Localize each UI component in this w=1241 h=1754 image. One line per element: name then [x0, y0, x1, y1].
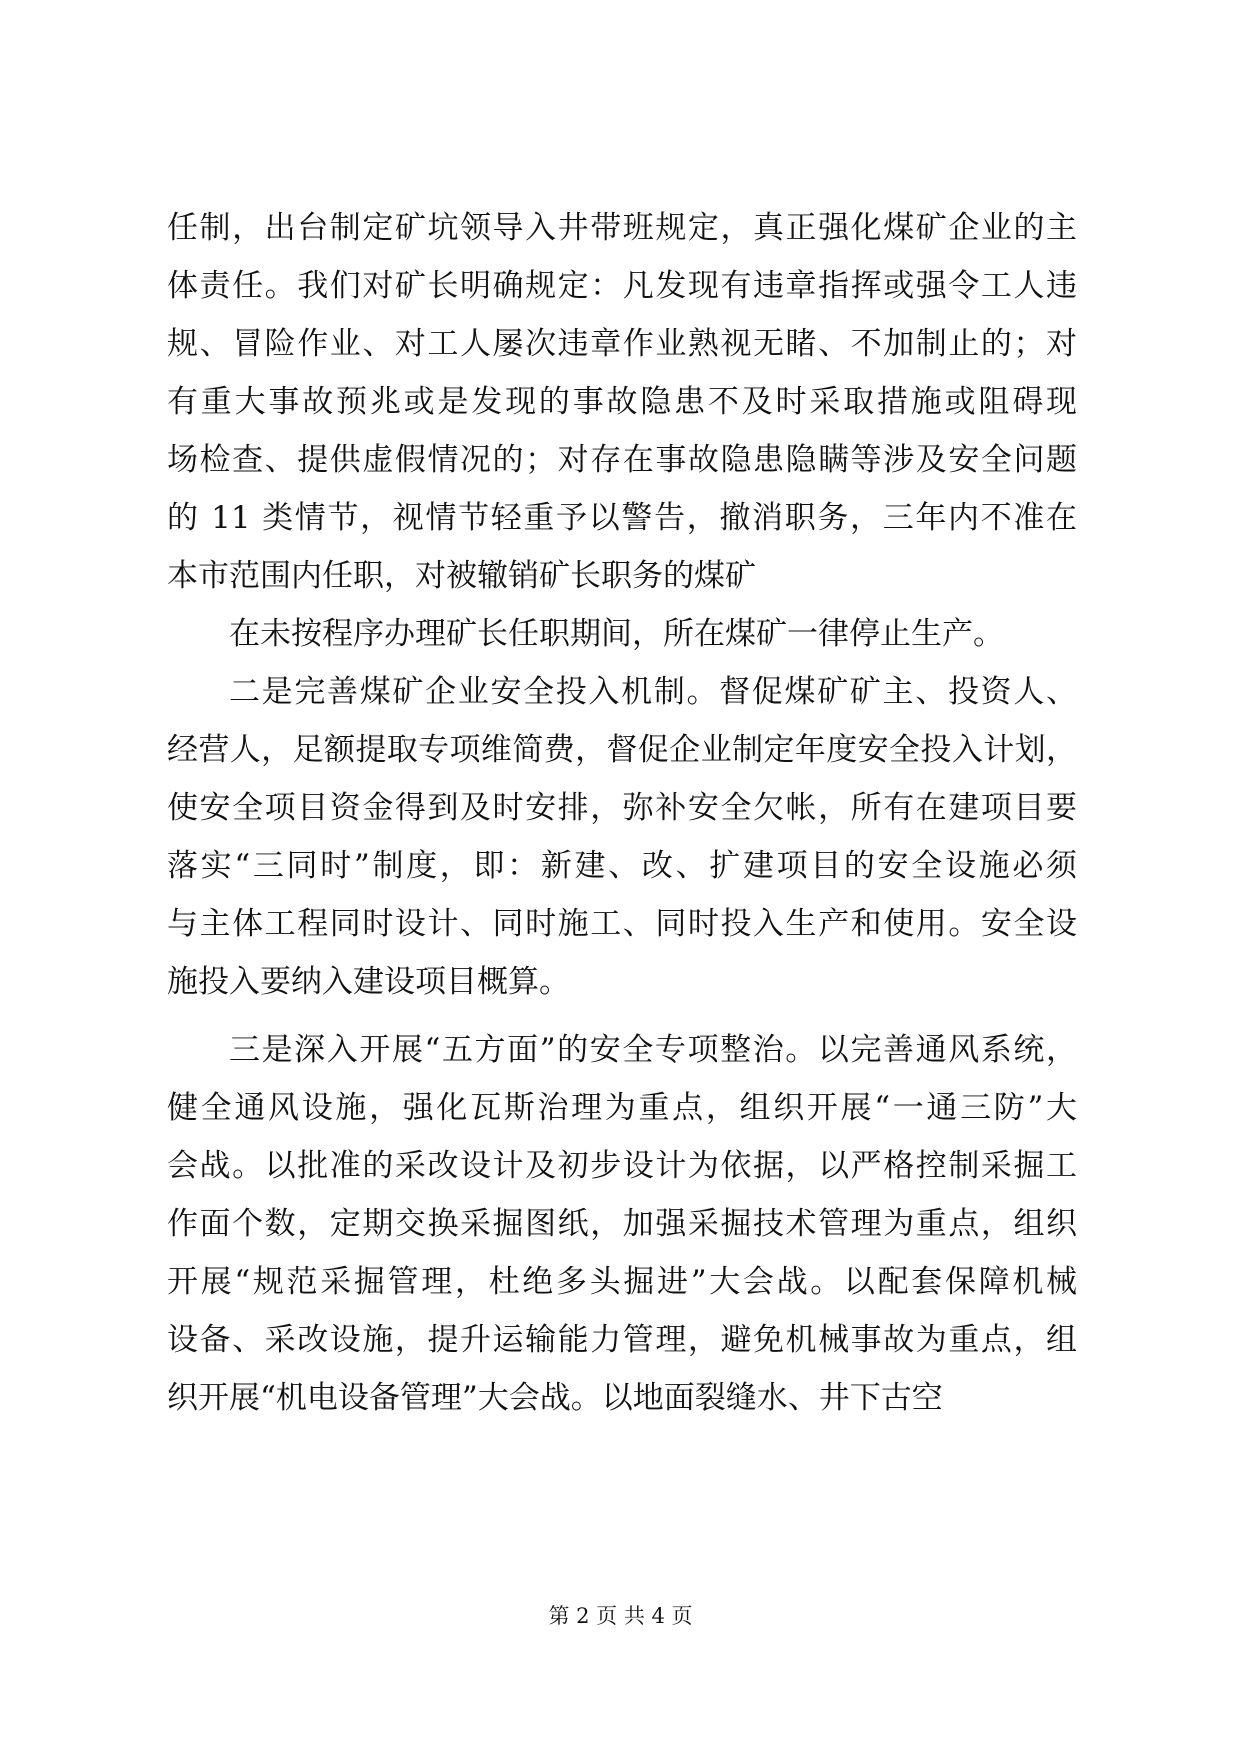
body-line: 施投入要纳入建设项目概算。	[167, 964, 570, 1000]
body-line: 的 11 类情节，视情节轻重予以警告，撤消职务，三年内不准在	[167, 500, 1077, 536]
body-line: 开展“规范采掘管理，杜绝多头掘进”大会战。以配套保障机械	[167, 1264, 1077, 1300]
paragraph-line: 在未按程序办理矿长任职期间，所在煤矿一律停止生产。	[229, 616, 1004, 652]
body-line: 规、冒险作业、对工人屡次违章作业熟视无睹、不加制止的；对	[167, 326, 1077, 362]
paragraph-first-line: 三是深入开展“五方面”的安全专项整治。以完善通风系统，	[229, 1032, 1077, 1068]
body-line: 织开展“机电设备管理”大会战。以地面裂缝水、井下古空	[167, 1380, 943, 1416]
body-line: 落实“三同时”制度，即：新建、改、扩建项目的安全设施必须	[167, 848, 1077, 884]
body-line: 体责任。我们对矿长明确规定：凡发现有违章指挥或强令工人违	[167, 268, 1077, 304]
paragraph-first-line: 二是完善煤矿企业安全投入机制。督促煤矿矿主、投资人、	[229, 674, 1077, 710]
body-line: 作面个数，定期交换采掘图纸，加强采掘技术管理为重点，组织	[167, 1206, 1077, 1242]
body-line: 任制，出台制定矿坑领导入井带班规定，真正强化煤矿企业的主	[167, 210, 1077, 246]
page-number-footer: 第 2 页 共 4 页	[548, 1604, 693, 1628]
body-line: 本市范围内任职，对被辙销矿长职务的煤矿	[167, 558, 756, 594]
body-line: 场检查、提供虚假情况的；对存在事故隐患隐瞒等涉及安全问题	[167, 442, 1077, 478]
body-line: 设备、采改设施，提升运输能力管理，避免机械事故为重点，组	[167, 1322, 1077, 1358]
body-line: 使安全项目资金得到及时安排，弥补安全欠帐，所有在建项目要	[167, 790, 1077, 826]
body-line: 会战。以批准的采改设计及初步设计为依据，以严格控制采掘工	[167, 1148, 1077, 1184]
body-line: 与主体工程同时设计、同时施工、同时投入生产和使用。安全设	[167, 906, 1077, 942]
body-line: 健全通风设施，强化瓦斯治理为重点，组织开展“一通三防”大	[167, 1090, 1077, 1126]
body-line: 有重大事故预兆或是发现的事故隐患不及时采取措施或阻碍现	[167, 384, 1077, 420]
body-line: 经营人，足额提取专项维简费，督促企业制定年度安全投入计划，	[167, 732, 1077, 768]
